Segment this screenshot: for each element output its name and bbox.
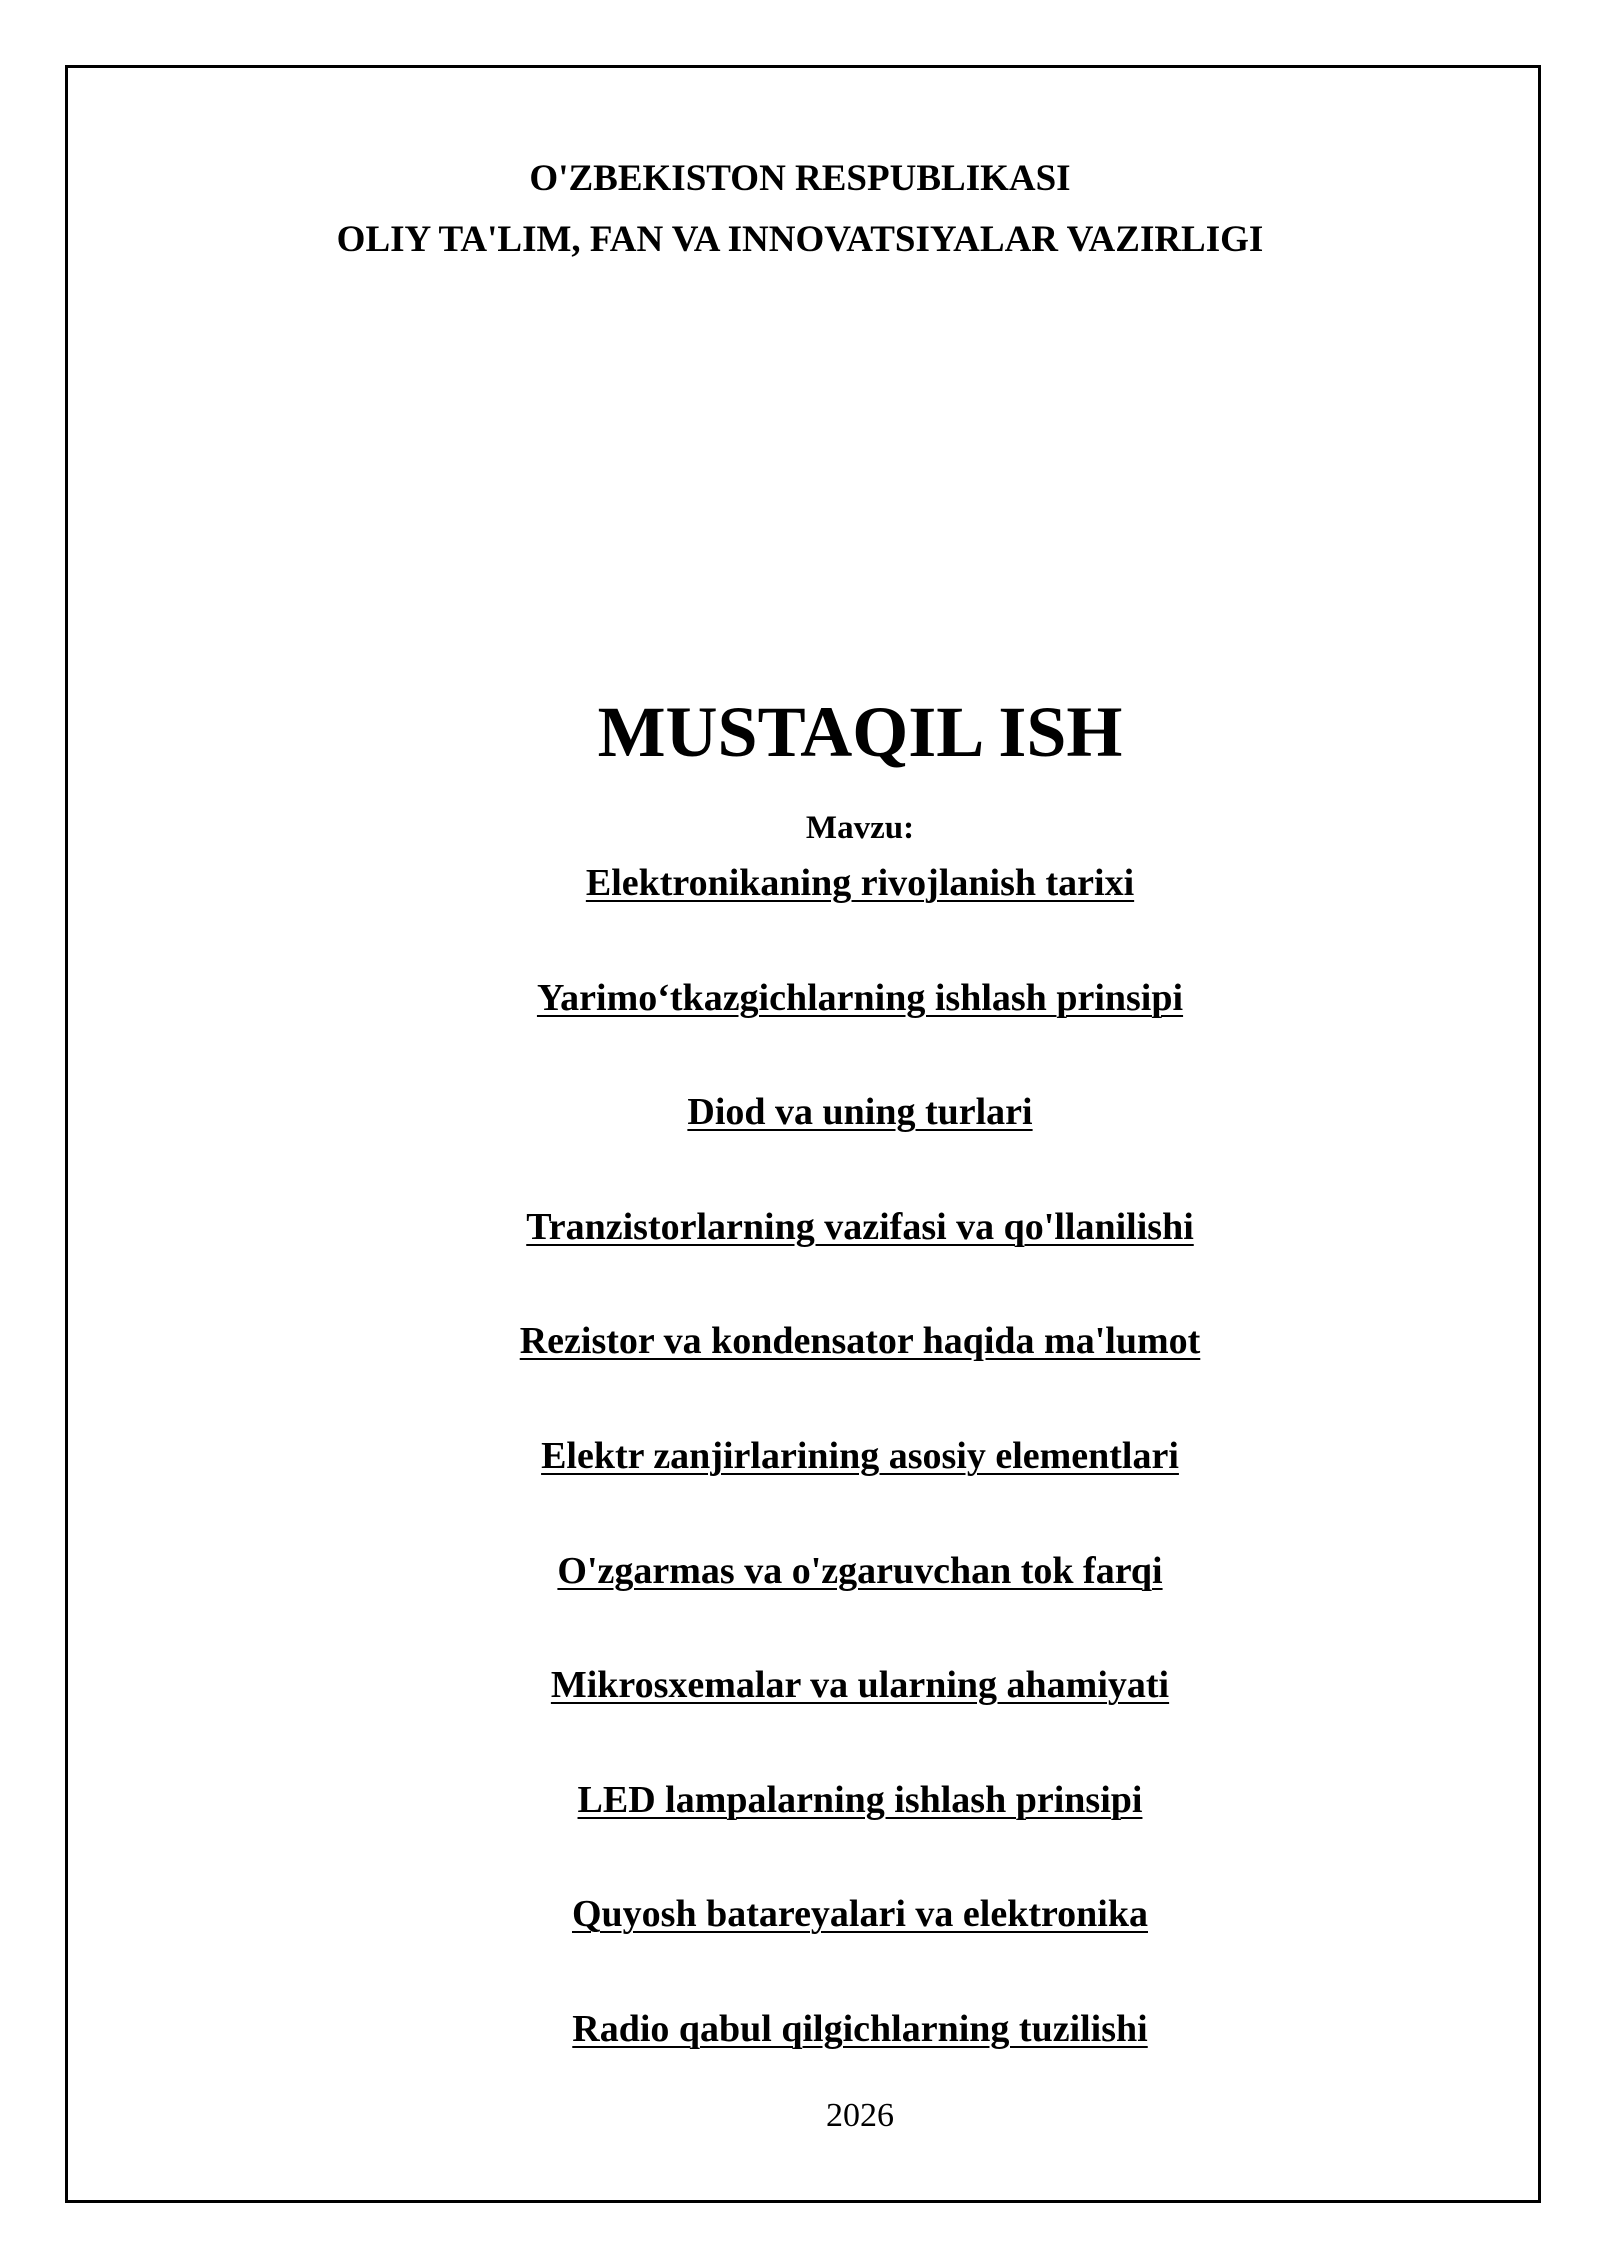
topic-item: Diod va uning turlari	[687, 1091, 1033, 1134]
subject-label: Mavzu:	[805, 810, 915, 846]
topic-item: LED lampalarning ishlash prinsipi	[577, 1778, 1143, 1821]
document-title: MUSTAQIL ISH	[597, 692, 1123, 772]
topic-item: Yarimo‘tkazgichlarning ishlash prinsipi	[536, 976, 1184, 1019]
topic-item: O'zgarmas va o'zgaruvchan tok farqi	[557, 1549, 1163, 1592]
topic-item: Tranzistorlarning vazifasi va qo'llanilishi	[526, 1205, 1194, 1248]
ministry-header-country: O'ZBEKISTON RESPUBLIKASI	[529, 158, 1071, 199]
topic-item: Quyosh batareyalari va elektronika	[571, 1893, 1148, 1936]
topic-item: Elektr zanjirlarining asosiy elementlari	[541, 1434, 1179, 1477]
year: 2026	[826, 2097, 894, 2134]
topic-item: Elektronikaning rivojlanish tarixi	[585, 862, 1135, 904]
topic-list	[0, 858, 1600, 2119]
topic-item: Radio qabul qilgichlarning tuzilishi	[572, 2007, 1148, 2050]
topic-item: Mikrosxemalar va ularning ahamiyati	[550, 1664, 1170, 1707]
topic-item: Rezistor va kondensator haqida ma'lumot	[519, 1320, 1201, 1363]
ministry-header-name: OLIY TA'LIM, FAN VA INNOVATSIYALAR VAZIRLIGI	[336, 219, 1264, 260]
